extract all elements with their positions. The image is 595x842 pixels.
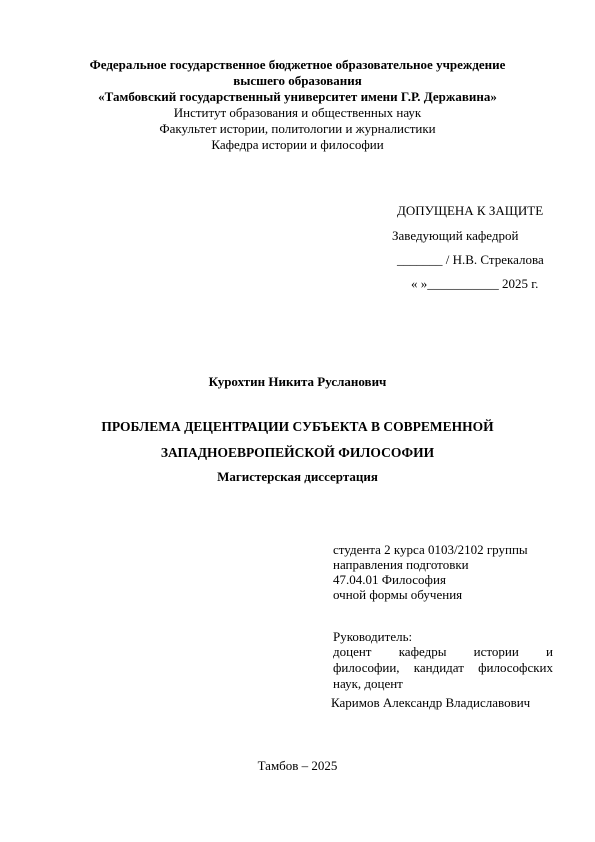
- approval-head-title: Заведующий кафедрой: [392, 228, 519, 243]
- institute-name: Институт образования и общественных наук: [173, 105, 422, 120]
- department-name: Кафедра истории и философии: [211, 137, 384, 152]
- thesis-title-line1: ПРОБЛЕМА ДЕЦЕНТРАЦИИ СУБЪЕКТА В СОВРЕМЕННОЙ: [101, 419, 494, 434]
- approval-heading: ДОПУЩЕНА К ЗАЩИТЕ: [397, 203, 544, 218]
- institution-level: высшего образования: [233, 73, 362, 88]
- faculty-name: Факультет истории, политологии и журналистики: [159, 121, 436, 136]
- approval-signature: _______ / Н.В. Стрекалова: [397, 252, 544, 267]
- supervisor-position-line1: доцент кафедры истории и: [333, 644, 553, 659]
- supervisor-position-line2: философии, кандидат философских: [333, 660, 553, 675]
- author-name: Курохтин Никита Русланович: [208, 374, 387, 389]
- student-program: 47.04.01 Философия: [333, 572, 446, 587]
- institution-type: Федеральное государственное бюджетное образовательное учреждение: [89, 57, 506, 72]
- supervisor-position-line3: наук, доцент: [333, 676, 403, 691]
- approval-date: « »___________ 2025 г.: [411, 276, 539, 291]
- university-name: «Тамбовский государственный университет имени Г.Р. Державина»: [98, 89, 497, 104]
- student-course: студента 2 курса 0103/2102 группы: [333, 542, 528, 557]
- thesis-type: Магистерская диссертация: [217, 469, 378, 484]
- thesis-title-line2: ЗАПАДНОЕВРОПЕЙСКОЙ ФИЛОСОФИИ: [160, 445, 435, 460]
- supervisor-label: Руководитель:: [333, 629, 413, 644]
- student-form: очной формы обучения: [333, 587, 463, 602]
- supervisor-name: Каримов Александр Владиславович: [331, 695, 531, 710]
- student-direction: направления подготовки: [333, 557, 469, 572]
- city-year: Тамбов – 2025: [257, 758, 338, 773]
